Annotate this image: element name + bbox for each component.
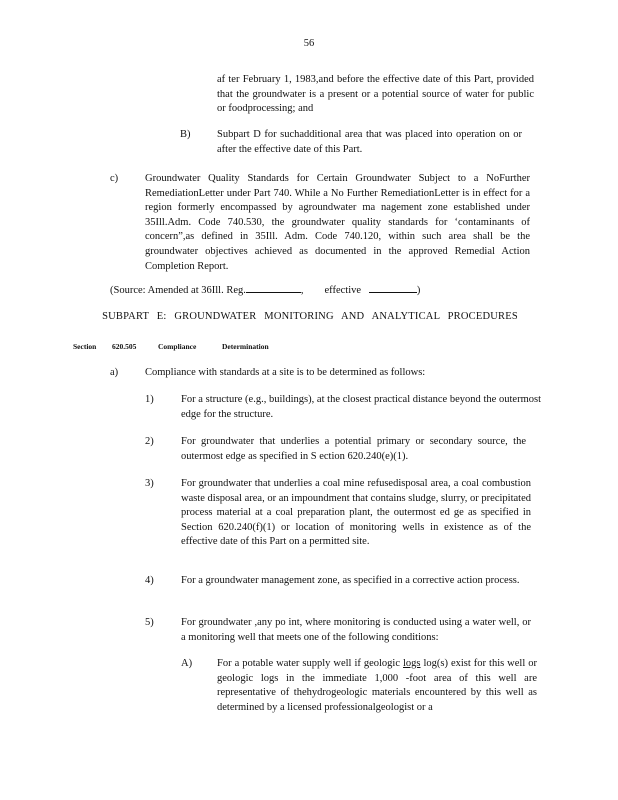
source-note: (Source: Amended at 36Ill. Reg. , effective ) (110, 282, 420, 299)
item-a-upper-before: For a potable water supply well if geologic (217, 658, 401, 669)
struck-word-logs: logs (403, 658, 421, 669)
page-number: 56 (303, 38, 315, 49)
register-blank (246, 282, 301, 293)
continuation-paragraph: af ter February 1, 1983,and before the effective date of this Part, provided that the groundwater is a present or a potential source of water for public or foodprocessing; and (217, 74, 534, 115)
item-b-label: B) (180, 129, 191, 140)
subpart-heading: SUBPART E: GROUNDWATER MONITORING AND ANALYTICAL PROCEDURES (102, 311, 518, 322)
source-suffix: ) (416, 285, 421, 296)
section-title-compliance: Compliance (158, 342, 197, 351)
item-a-upper-after: log(s) exist for this well or geologic logs in the immediate 1,000 -foot area of this well are representative of thehydrogeologic materials encountered by this well as determined by a licensed professionalgeologist or a (217, 658, 537, 713)
list-item-text: For groundwater ,any po int, where monitoring is conducted using a water well, or a monitoring well that meets one of the following conditions: (181, 617, 531, 643)
item-b-text: Subpart D for suchadditional area that was placed into operation on or after the effective date of this Part. (217, 129, 522, 155)
item-a-upper-label: A) (181, 658, 193, 669)
list-item-text: For a structure (e.g., buildings), at the closest practical distance beyond the outermost edge for the structure. (181, 394, 541, 420)
effective-blank (369, 282, 417, 293)
source-prefix: (Source: Amended at 36Ill. Reg. (110, 285, 246, 296)
item-a-upper-text (217, 657, 537, 715)
section-title-determination: Determination (222, 342, 269, 351)
list-item-label: 3) (145, 478, 154, 489)
item-a-text: Compliance with standards at a site is to be determined as follows: (145, 367, 426, 378)
list-item-text: For a groundwater management zone, as specified in a corrective action process. (181, 575, 520, 586)
section-label: Section (73, 342, 97, 351)
source-effective: effective (324, 285, 362, 296)
item-c-label: c) (110, 173, 119, 184)
item-c-text: Groundwater Quality Standards for Certain Groundwater Subject to a NoFurther RemediationLetter under Part 740. While a No Further RemediationLetter is in effect for a region formerly encompassed by agroundwater ma nagement zone established under 35Ill.Adm. Code 740.530, the groundwater quality standards for ‘contaminants of concern”,as defined in 35Ill. Adm. Code 740.120, within such area shall be the groundwater objectives achieved as documented in the approved Remedial Action Completion Report. (145, 173, 530, 272)
list-item-label: 4) (145, 575, 154, 586)
section-number: 620.505 (112, 342, 137, 351)
list-item-text: For groundwater that underlies a coal mine refusedisposal area, a coal combustion waste disposal area, or an impoundment that contains sludge, slurry, or precipitated process material at a coal preparation plant, the outermost ed ge as specified in Section 620.240(f)(1) or location of monitoring wells in existence as of the effective date of this Part on a permitted site. (181, 478, 531, 548)
item-a-label: a) (110, 367, 119, 378)
list-item-label: 2) (145, 436, 154, 447)
list-item-label: 1) (145, 394, 154, 405)
list-item-label: 5) (145, 617, 154, 628)
list-item-text: For groundwater that underlies a potential primary or secondary source, the outermost edge as specified in S ection 620.240(e)(1). (181, 436, 526, 462)
